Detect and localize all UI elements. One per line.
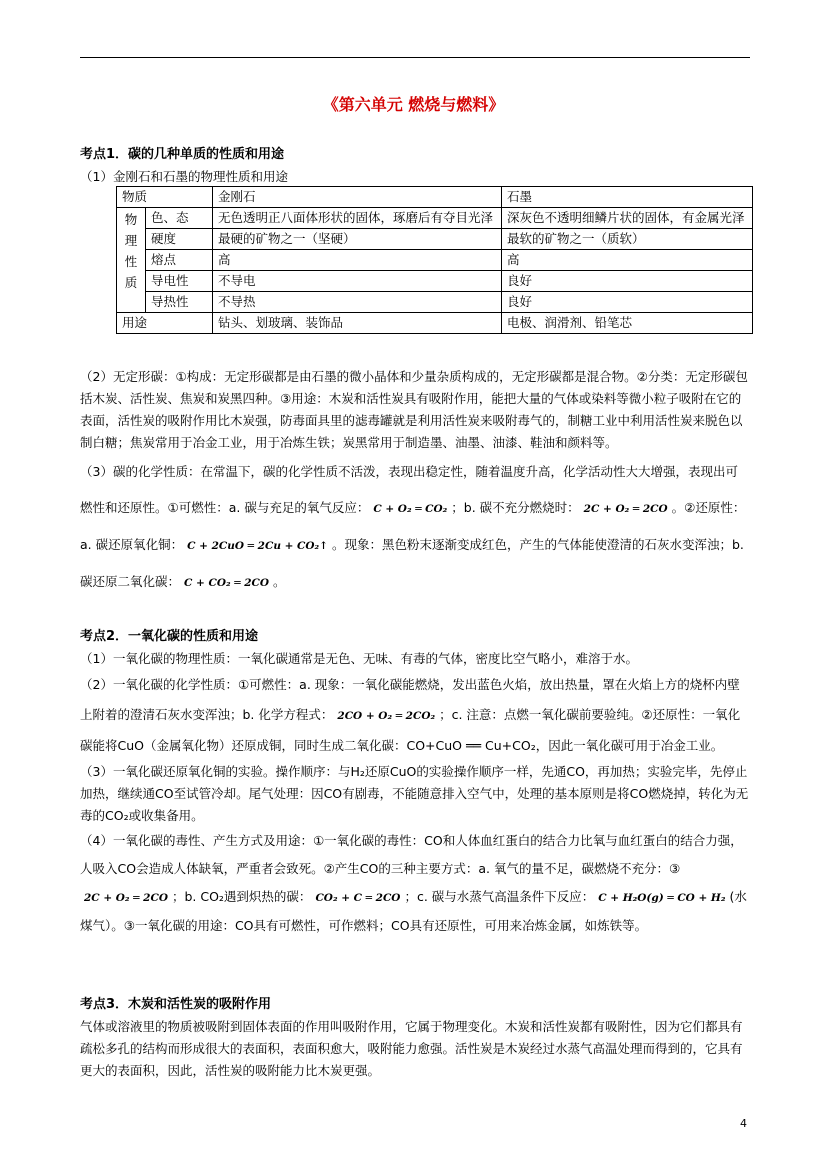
text-span: (水煤气）。③一氧化碳的用途：CO具有可燃性，可作燃料；CO具有还原性，可用来冶炼金属，如炼铁等。 xyxy=(80,889,747,933)
table-cell: 良好 xyxy=(502,292,753,313)
co-physical-properties: （1）一氧化碳的物理性质：一氧化碳通常是无色、无味、有毒的气体，密度比空气略小，难溶于水。 xyxy=(80,651,638,666)
table-cell: 最软的矿物之一（质软） xyxy=(502,229,753,250)
table-cell: 无色透明正八面体形状的固体，琢磨后有夺目光泽 xyxy=(213,208,502,229)
co-reduction-experiment: （3）一氧化碳还原氧化铜的实验。操作顺序：与H₂还原CuO的实验操作顺序一样，先通CO，再加热；实验完毕，先停止加热，继续通CO至试管冷却。尾气处理：因CO有剧毒，不能随意排入空气中，处理的基本原则是将CO燃烧掉，转化为无毒的CO₂或收集备用。 xyxy=(80,764,749,823)
table-cell: 色、态 xyxy=(146,208,213,229)
section-1-subheading: （1）金刚石和石墨的物理性质和用途 xyxy=(80,169,288,184)
text-span: （3）碳的化学性质：在常温下，碳的化学性质不活泼，表现出稳定性，随着温度升高，化学活动性大大增强，表现出可燃性和还原性。①可燃性：a. 碳与充足的氧气反应： xyxy=(80,464,738,515)
section-3-heading: 考点3．木炭和活性炭的吸附作用 xyxy=(80,997,272,1012)
text-span: （2）一氧化碳的化学性质：①可燃性：a. 现象：一氧化碳能燃烧，发出蓝色火焰，放出热量，罩在火焰上方的烧杯内壁上附着的澄清石灰水变浑浊；b. 化学方程式： xyxy=(80,677,740,722)
text-span: 。 xyxy=(273,574,286,589)
equation: 2C + O₂ ═ 2CO xyxy=(583,503,668,515)
section-1-heading: 考点1．碳的几种单质的性质和用途 xyxy=(80,147,285,162)
section-2-heading: 考点2．一氧化碳的性质和用途 xyxy=(80,629,259,644)
table-row xyxy=(117,250,753,271)
table-cell: 高 xyxy=(213,250,502,271)
co-chemical-properties xyxy=(80,670,750,761)
equation: C + O₂ ═ CO₂ xyxy=(373,503,448,515)
header-rule xyxy=(80,57,750,58)
text-span: ；b. CO₂遇到炽热的碳： xyxy=(171,889,312,904)
equation: C + CO₂ ═ 2CO xyxy=(184,577,270,589)
text-span: （4）一氧化碳的毒性、产生方式及用途：①一氧化碳的毒性：CO和人体血红蛋白的结合力比氧与血红蛋白的结合力强，人吸入CO会造成人体缺氧，严重者会致死。②产生CO的三种主要方式：a. 氧气的量不足，碳燃烧不充分：③ xyxy=(80,833,743,876)
table-cell: 钻头、划玻璃、装饰品 xyxy=(213,313,502,334)
table-cell: 导电性 xyxy=(146,271,213,292)
table-header-row xyxy=(117,187,753,208)
equation: 2C + O₂ ═ 2CO xyxy=(84,892,168,904)
table-cell: 高 xyxy=(502,250,753,271)
equation: C + 2CuO ═ 2Cu + CO₂↑ xyxy=(187,540,328,552)
table-cell: 不导热 xyxy=(213,292,502,313)
section-1-text xyxy=(80,366,750,601)
page-title: 《第六单元 燃烧与燃料》 xyxy=(322,95,505,114)
table-header-cell: 石墨 xyxy=(502,187,753,208)
equation: C + H₂O(g) ═ CO + H₂ xyxy=(598,892,726,904)
text-span: 。现象：黑色粉末逐渐变成红色，产生的气体能使澄清的石灰水变浑浊；b. 碳还原二氧化碳： xyxy=(80,537,744,589)
table-cell: 最硬的矿物之一（坚硬） xyxy=(213,229,502,250)
text-span: ；b. 碳不充分燃烧时： xyxy=(451,500,580,515)
table-row xyxy=(117,208,753,229)
table-cell: 硬度 xyxy=(146,229,213,250)
section-2 xyxy=(80,626,750,940)
equation: 2CO + O₂ ═ 2CO₂ xyxy=(337,710,436,722)
table-header-cell: 金刚石 xyxy=(213,187,502,208)
equation: CO₂ + C ═ 2CO xyxy=(315,892,401,904)
table-row xyxy=(117,229,753,250)
table-row xyxy=(117,292,753,313)
table-cell: 电极、润滑剂、铅笔芯 xyxy=(502,313,753,334)
carbon-properties-table xyxy=(116,186,753,334)
text-span: ；c. 注意：点燃一氧化碳前要验纯。②还原性：一氧化碳能将CuO（金属氧化物）还原成铜，同时生成二氧化碳：CO+CuO ══ Cu+CO₂，因此一氧化碳可用于冶金工业。 xyxy=(80,707,741,753)
table-cell: 良好 xyxy=(502,271,753,292)
table-row xyxy=(117,271,753,292)
text-span: 。②还原性：a. 碳还原氧化铜： xyxy=(80,500,746,552)
table-cell: 深灰色不透明细鳞片状的固体，有金属光泽 xyxy=(502,208,753,229)
co-toxicity-paragraph xyxy=(80,827,750,940)
carbon-chemical-properties-paragraph xyxy=(80,454,750,601)
section-3 xyxy=(80,994,750,1082)
amorphous-carbon-paragraph: （2）无定形碳：①构成：无定形碳都是由石墨的微小晶体和少量杂质构成的，无定形碳都是混合物。②分类：无定形碳包括木炭、活性炭、焦炭和炭黑四种。③用途：木炭和活性炭具有吸附作用，能把大量的气体或染料等微小粒子吸附在它的表面，活性炭的吸附作用比木炭强，防毒面具里的滤毒罐就是利用活性炭来吸附毒气的，制糖工业中利用活性炭来脱色以制白糖；焦炭常用于冶金工业，用于冶炼生铁；炭黑常用于制造墨、油墨、油漆、鞋油和颜料等。 xyxy=(80,369,748,450)
table-cell: 用途 xyxy=(117,313,213,334)
table-cell: 熔点 xyxy=(146,250,213,271)
text-span: ；c. 碳与水蒸气高温条件下反应： xyxy=(404,889,595,904)
adsorption-paragraph: 气体或溶液里的物质被吸附到固体表面的作用叫吸附作用，它属于物理变化。木炭和活性炭都有吸附性，因为它们都具有疏松多孔的结构而形成很大的表面积，表面积愈大，吸附能力愈强。活性炭是木炭经过水蒸气高温处理而得到的，它具有更大的表面积，因此，活性炭的吸附能力比木炭更强。 xyxy=(80,1019,743,1078)
physical-properties-label: 物 理 性 质 xyxy=(117,208,146,313)
table-cell: 导热性 xyxy=(146,292,213,313)
table-header-cell: 物质 xyxy=(117,187,213,208)
table-row xyxy=(117,313,753,334)
table-cell: 不导电 xyxy=(213,271,502,292)
section-1 xyxy=(80,144,750,188)
page-number: 4 xyxy=(740,1117,747,1130)
